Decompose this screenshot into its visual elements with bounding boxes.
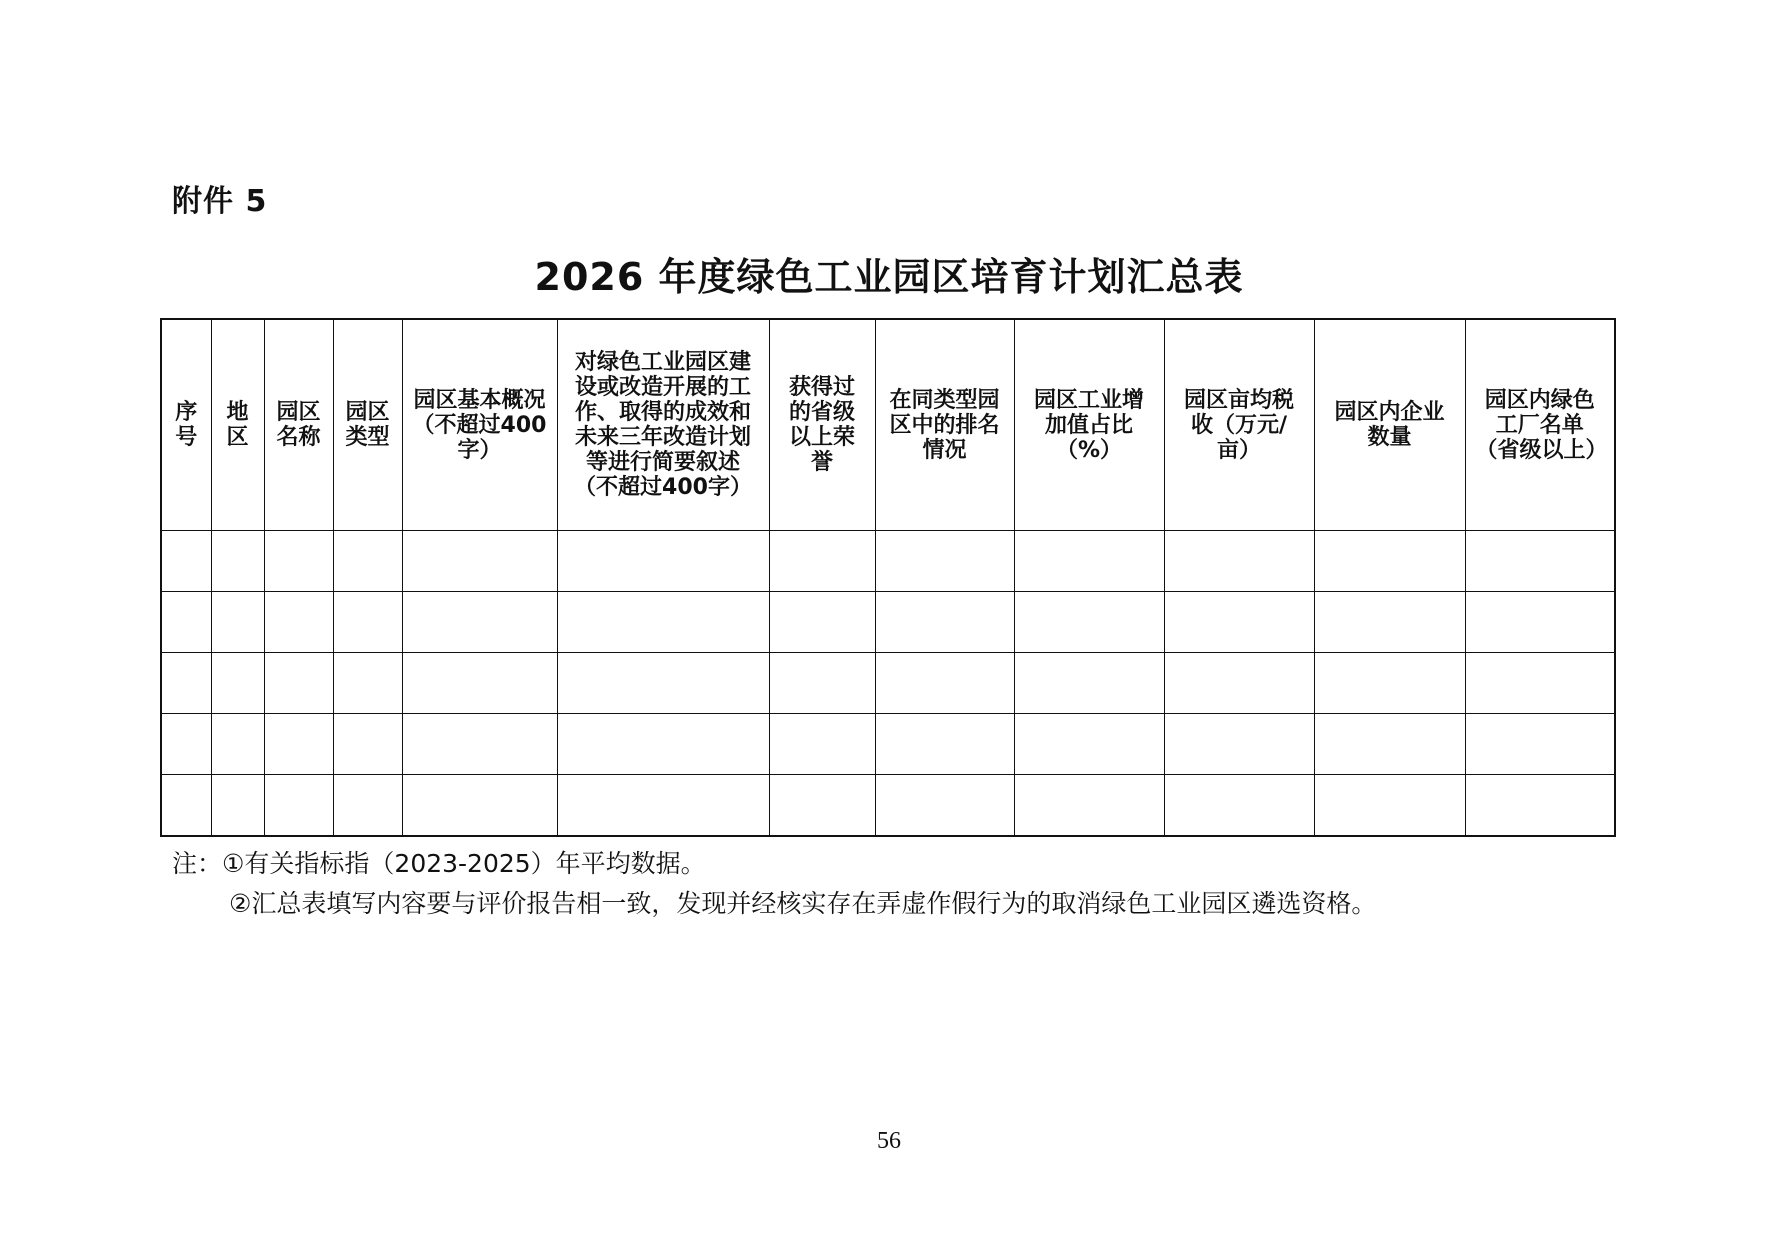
table-cell [264, 653, 333, 714]
table-cell [402, 775, 557, 837]
table-cell [1314, 653, 1465, 714]
table-cell [161, 531, 211, 592]
table-cell [557, 775, 769, 837]
table-row [161, 531, 1615, 592]
table-cell [1465, 653, 1615, 714]
table-cell [769, 714, 875, 775]
table-cell [402, 531, 557, 592]
header-cell-tax-per-mu: 园区亩均税收（万元/亩） [1164, 319, 1314, 531]
table-cell [1014, 531, 1164, 592]
table-cell [1014, 592, 1164, 653]
header-cell-ranking: 在同类型园区中的排名情况 [875, 319, 1014, 531]
table-cell [875, 592, 1014, 653]
table-cell [1465, 714, 1615, 775]
table-cell [1314, 531, 1465, 592]
table-cell [557, 714, 769, 775]
table-cell [1164, 775, 1314, 837]
header-row [161, 319, 1615, 531]
header-cell-park-name: 园区名称 [264, 319, 333, 531]
table-cell [875, 531, 1014, 592]
table-cell [875, 653, 1014, 714]
table-cell [264, 714, 333, 775]
table-cell [264, 531, 333, 592]
table-cell [333, 653, 402, 714]
table-cell [1465, 775, 1615, 837]
page-title: 2026 年度绿色工业园区培育计划汇总表 [534, 255, 1244, 299]
header-cell-honors: 获得过的省级以上荣誉 [769, 319, 875, 531]
table-row [161, 653, 1615, 714]
table-row [161, 714, 1615, 775]
page-number: 56 [877, 1128, 901, 1154]
table-cell [211, 714, 264, 775]
table-cell [769, 592, 875, 653]
table-cell [333, 775, 402, 837]
note-2: ②汇总表填写内容要与评价报告相一致，发现并经核实存在弄虚作假行为的取消绿色工业园区遴选资格。 [229, 889, 1377, 918]
table-cell [1014, 653, 1164, 714]
table-row [161, 592, 1615, 653]
table-cell [1314, 775, 1465, 837]
table-cell [211, 775, 264, 837]
table-cell [161, 775, 211, 837]
table-cell [264, 592, 333, 653]
summary-table [160, 318, 1616, 837]
table-cell [1164, 531, 1314, 592]
header-cell-work-summary: 对绿色工业园区建设或改造开展的工作、取得的成效和未来三年改造计划等进行简要叙述（不超过400字） [557, 319, 769, 531]
header-cell-enterprise-count: 园区内企业数量 [1314, 319, 1465, 531]
table-cell [557, 592, 769, 653]
header-cell-overview: 园区基本概况（不超过400字） [402, 319, 557, 531]
table-cell [161, 653, 211, 714]
table-cell [211, 592, 264, 653]
table-cell [1014, 714, 1164, 775]
table-cell [161, 714, 211, 775]
table-cell [161, 592, 211, 653]
header-cell-index: 序号 [161, 319, 211, 531]
table-cell [769, 653, 875, 714]
table-cell [769, 775, 875, 837]
table-cell [1164, 592, 1314, 653]
attachment-label: 附件 5 [172, 184, 268, 219]
table-cell [402, 653, 557, 714]
note-1: 注：①有关指标指（2023-2025）年平均数据。 [172, 849, 706, 878]
table-cell [1164, 653, 1314, 714]
table-cell [557, 653, 769, 714]
table-row [161, 775, 1615, 837]
table-cell [875, 775, 1014, 837]
table-cell [1014, 775, 1164, 837]
table-cell [264, 775, 333, 837]
table-cell [333, 714, 402, 775]
table-cell [1465, 531, 1615, 592]
table-cell [557, 531, 769, 592]
table-cell [1314, 714, 1465, 775]
table-cell [211, 531, 264, 592]
table-cell [875, 714, 1014, 775]
table-cell [1465, 592, 1615, 653]
header-cell-park-type: 园区类型 [333, 319, 402, 531]
table-cell [1164, 714, 1314, 775]
table-cell [769, 531, 875, 592]
table-cell [333, 531, 402, 592]
header-cell-value-added-ratio: 园区工业增加值占比（%） [1014, 319, 1164, 531]
header-cell-region: 地区 [211, 319, 264, 531]
table-cell [1314, 592, 1465, 653]
table-cell [402, 714, 557, 775]
table-cell [211, 653, 264, 714]
table-notes [172, 844, 1376, 924]
table-cell [333, 592, 402, 653]
table-cell [402, 592, 557, 653]
header-cell-green-factories: 园区内绿色工厂名单（省级以上） [1465, 319, 1615, 531]
